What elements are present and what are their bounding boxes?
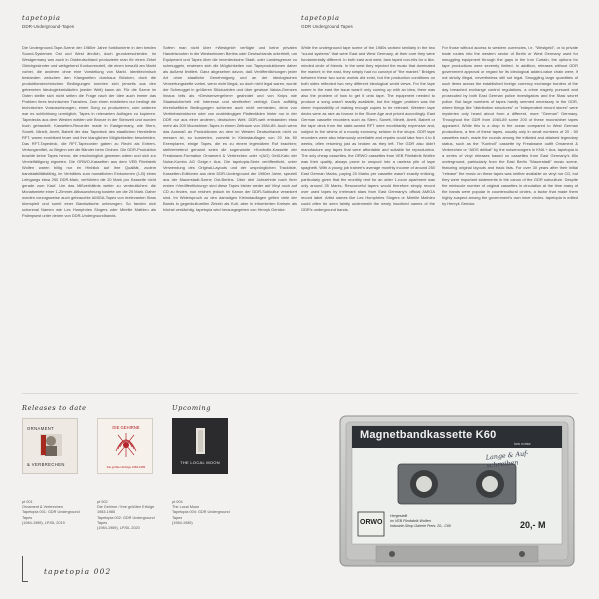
- header-german: [22, 14, 74, 29]
- caption-line: The Local Moon: [172, 505, 200, 510]
- header-english: [301, 14, 353, 29]
- caption-line: (1984-1989), LP/DL 2020: [97, 526, 140, 531]
- cover-artwork: [172, 418, 228, 474]
- caption-line: Die Gehirne / Ihre größten Erfolge 1983-1985: [97, 505, 155, 515]
- release-caption-die-gehirne: [97, 500, 161, 531]
- release-caption-the-local-moon: [172, 500, 236, 526]
- paragraph: Die Underground-Tape-Szene der 1980er Jahre funktionierte in den beiden Sound-Systemen Ost und West ähnlich, doch grundverschieden. Im Westgermany war auch in Ostdeutschland produzierte man für einen Zirkel Gleichgesinnter und weitgehend Konkurrenzteil, die einen bewußt am Markt vorbei, die anderen ohne eine Vorstellung von Markt. Identitechnisch bestanden zwischen den Klangwelten durchaus Brücken, doch die produktionstechnischen Bedingungen konnten sich jenseits aus den getrennten Ideologiekreisläufen (weder Welt) kaum ab. Für die Szene im Osten stellte sich nicht selten die Frage nach der Idee auch immer das Problem ihres technischen Transfers. Zum einen existierten nur bedingt die technischen Voraussetzungen, einen Song zu produzieren, zum anderen war es schlichtweg unmöglich, Tapes in relevanten Auflagen zu kopieren. Tapedecks aus dem Westen wirkten wie Bronze in der Steinzeit und wurden hoch gehandelt. Kassetten-Recorder made in Eastgermany, wie Stern, Sonett, Minett, Anett, Babett der das Tapedeck des staatlichen Herstellers RFT, waren exorbitant teuer und ihre klanglichen Möglichkeiten bescheiden. Das RFT-Tapedeck, die RFT-Tapecorder gaben zu Recht als Extrem-Vertungsmittel, zu Beginn wer die Bänder beim Ordnen. Die DDR-Produktion brachte keine Tapes hervor, die erschwinglich gewesen wären und sich zur Vervielfältigung eigneten. Die ORWO-Kassetten aus dem VEB Filmfabrik Wolfen waren billig nur im Hinblick auf ihre Qualität, zudem bandstabilitätsfähig, im Verhältnis zum monatlichen Einkommen (1-B) eines Leihgangs etwa 250 DDR-Mark, verführten die 20 Mark pro Kassette nicht gerade zum Kauf. Um das Mißverhältnis weiter zu verdeutlichen: die Monatsmiete einer 1-Zimmer-Altbauwohnung kostete um die 25 Mark. Daher wurden vorzugsweise auch gebrauchte AMIGA-Tapes von irrelevanten Stars überspielt und somit einer Bandwäsche unterzogen. So fanden sich schonmal Namen wie Les Humphries Singers oder Mireille Mathieu als Palimpsest unter denen von DDR-Undergroundbands.: [22, 45, 156, 218]
- english-text-column-1: [301, 45, 435, 213]
- cover-title-bottom: & VERBRECHEN: [27, 462, 65, 467]
- cover-title-top: DIE GEHIRNE: [112, 425, 140, 430]
- cassette-price: 20,- M: [520, 520, 546, 530]
- caption-line: (1984-1989): [172, 520, 193, 525]
- brand-title: tapetopia: [22, 14, 61, 22]
- maker-line: Hergestellt: [390, 514, 408, 518]
- caption-line: Tapetopia 002: GDR Underground Tapes: [97, 515, 155, 525]
- cassette-brand-orwo: ORWO: [360, 519, 383, 526]
- german-text-column-2: [163, 45, 297, 213]
- caption-line: pt 002: [97, 500, 108, 504]
- maker-line: im VEB Filmfabrik Wolfen: [390, 518, 431, 523]
- footer-rule: [22, 556, 28, 582]
- release-cover-die-gehirne[interactable]: [97, 418, 153, 474]
- upcoming-heading: Upcoming: [172, 404, 212, 412]
- footer-brand: tapetopia 002: [44, 567, 112, 576]
- cassette-label-subtitle: low noise: [514, 441, 531, 446]
- cassette-handwriting: Lange & Auf-schreiben: [485, 449, 529, 470]
- cover-title-bottom: Die größten Erfolge 1983-1985: [106, 465, 146, 469]
- release-cover-the-local-moon[interactable]: [172, 418, 228, 474]
- caption-line: Tapetopia 004: GDR Underground Tapes: [172, 510, 230, 520]
- caption-line: Ornament & Verbrechen: [22, 505, 63, 510]
- cassette-label-title: Magnetbandkassette K60: [360, 429, 497, 441]
- brand-title: tapetopia: [301, 14, 340, 22]
- section-divider: [22, 393, 578, 394]
- german-text-column-1: [22, 45, 156, 219]
- english-text-column-2: [442, 45, 578, 207]
- maker-line: Industrie-Shop Galerie Preis: 20,- C60: [390, 523, 451, 528]
- cover-title-top: ORNAMENT: [27, 426, 55, 431]
- caption-line: pt 004: [172, 500, 183, 504]
- paragraph: Sofern man nicht über »Westgeld« verfügte und keine privaten Handelsrouten in die Westsektoren Berlins oder Deutschlands unterhielt, um Equipment und Tapes über die innerdeutsche Stadt- oder Landesgrenze zu schmuggeln, erwiesen sich die Möglichkeiten von Tapeproduktionen daher als äußerst limitiert. Ganz abgesehen davon, daß Veröffentlichungen jeder Art ohne staatliche Genehmigung und an der ideologischen Verwertungskette vorbei, wenn nicht illegal, so doch nicht legal waren, wurde der Schmuggel in größeren Stückzahlen und über gewisse Valuta-Grenzen hinaus teils als »Devisenvergehen« geahndet und von Knips wie Staatssicherheit mit Interesse und streifenfrei verfolgt. Doch auffällig ehrenhaftliche Bedingungen schienen auch nicht vermieden, denn von Vertriebsstrukturen oder von unabhängigen Plattenläden hinter nur in der DDR nur aus einer anderen, deutschen Welt. DDR-weit entstanden etwa mehr als 200 Moonshiner-Tapes in einem Zeitraum von 1984-89. Auch wenn das Ausmaß an Produktionen an dem im Westen Deutschlands nicht zu messen ist, so kursierten, zumeist in Kleinstauflagen von 20 bis 50 Exemplaren, einige Tapes, die es zu einem legendären Ruf brachten; stellvertretend genannt seien die sogenannte »Kontrolle-Kassette der Freakwave-Formation Ornament & Verbrechen oder »(AG) Geiß-Kato der Noise-Kombo AG Geige.« Aus. Die tapetopia-Serie veröffentlicht, unter Verwendung des Original-Layouts und der ursprünglichen Trackliste, Kassetten-Editionen aus dem DDR-Underground der 1980er Jahre, speziell aus der Mauerstadt-Szene Ost-Berlins. Über drei Jahrzehnte nach ihrer ersten »Veröffentlichung« sind diese Tapes bisher weder auf Vinyl noch auf CD zu finden, nun reichen jedoch im Kanon der DDR-Subkultur verankert sind. Im Widerspruch zu den damaligen Kleinstauflagen gelten viele der Bands in gegenkulturellen Zirkeln als Kult, aber in informierten Kreisen als höchst verdächtig. tapetopia wird herausgegeben von Henryk Gericke.: [163, 45, 297, 212]
- brand-subtitle: DDR-Underground-Tapes: [22, 24, 75, 29]
- release-caption-ornament: [22, 500, 86, 526]
- caption-line: Tapetopia 001: GDR Underground Tapes: [22, 510, 80, 520]
- cassette-maker-info: [390, 514, 451, 528]
- cover-title: THE LOCAL MOON: [180, 460, 220, 465]
- brand-subtitle: GDR Underground Tapes: [301, 24, 353, 29]
- paragraph: For those without access to western currencies, i.e. "Westgeld", or to private trade routes into the western sector of Berlin or West Germany used for smuggling equipment through the gaps in the Iron Curtain, the options for tape productions were severely limited. In addition, releases without GDR government approval or regard for its ideological added-value chain were, if not strictly illegal, nevertheless still not legal. Smuggling large quantities of such items across the established foreign currency exchange borders of the day breached exchange control regulations, a crime eagerly pursued and prosecuted by both East German police investigators and the Stasi secret police. But large numbers of tapes hardly seemed necessary in the GDR, where things like "distribution structures" or "independent record stores" were mysteries only heard about from a different, more "German" Germany. Throughout the GDR from 1984-89 some 200 of these moonshiner tapes appeared. While this is a drop in the ocean compared to West German productions, a few of these tapes, usually only in small numbers of 20 - 50 cassettes each, made the rounds among the initiated and attained legendary status, such as the "Kontroll" cassette by Freakwave outfit Ornament & Verbrechen or "AIDS delikat" by the noisemongers in KNA + Aus. tapetopia is a series of vinyl releases based on cassettes from East Germany's 80s underground, particularly from the East Berlin "Mauerstadt" music scene, featuring original layouts and track lists. For over 30 years after their initial "release" the music on these tapes was neither available on vinyl nor CD, but they were important statements in the canon of the GDR subculture. Despite the miniscule number of original cassettes in circulation at the time many of the bands were popular in countercultural circles, a factor that made them highly suspect among the government's own inner circles. tapetopia is edited by Henryk Gericke.: [442, 45, 578, 206]
- caption-line: pt 001: [22, 500, 33, 504]
- releases-heading: Releases to date: [22, 404, 87, 412]
- release-cover-ornament[interactable]: [22, 418, 78, 474]
- cassette-photo: [336, 412, 578, 570]
- caption-line: (1984-1989), LP/DL 2019: [22, 520, 65, 525]
- paragraph: While the underground tape scene of the 1980s worked similarly in the two "sound systems" that were East and West Germany, at their core they were fundamentally different. In both east and west, fans taped non-hits for a like-minded circle of friends. In the west they rejected the music that dominated the market; in the east, they simply had no concept of "the market." Bridges between these two sonic worlds did exist, but the production conditions on both sides reflected two very different ideological world views. For the tape scene in the east the issue wasn't only coming up with an idea, there was also the problem of how to get it onto tape. The equipment needed to produce a song wasn't readily available, but the bigger problem was the sheer impossibility of making enough copies to be relevant. Western tape decks were as rare as bronze in the Stone Age and priced accordingly. East German cassette recorders such as Stern, Sonett, Minett, Anett, Babett or the tape deck from the state-owned RFT were exorbitantly expensive and, subject to the whims of a moody economy, seldom in the shops. GDR tape recorders were also infamously unreliable and repairs could take from 4 to 8 weeks, often returning just as broken as they left. The GDR also didn't manufacture any tapes that were affordable and suitable for reproduction. The only cheap cassettes, the ORWO cassettes from VEB Filmfabrik Wolfen was their quality, always prone to unspool into a useless pile of tape spaghetti. With a young job trainee's average monthly income of around 250 East German Marks, paying 20 Marks per cassette wasn't exactly enticing, particularly given that the monthly rent for an older 1-room apartment was only around 25 Marks. Resourceful tapers would therefore simply record over used tapes by irrelevant stars from East Germany's official AMIGA record label. Artist names like Les Humphries Singers or Mireille Mathieu could often be seen faintly underneath the newly inscribed names of the GDR's underground bands.: [301, 45, 435, 212]
